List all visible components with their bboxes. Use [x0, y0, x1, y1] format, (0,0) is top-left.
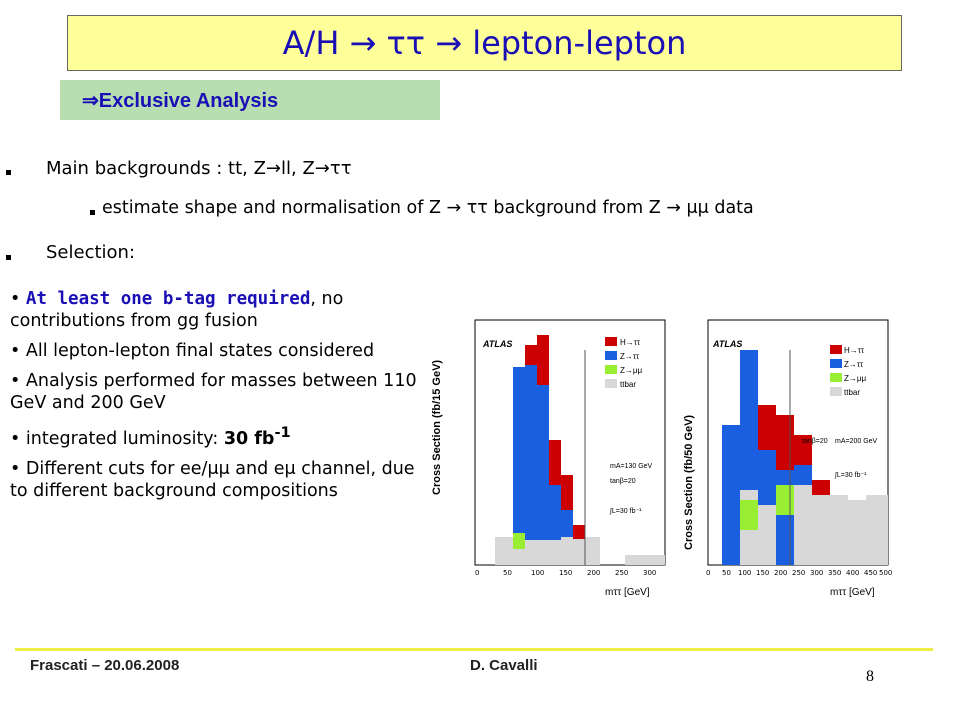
right-xtick: 300 — [810, 569, 824, 577]
footer-location-date: Frascati – 20.06.2008 — [30, 657, 180, 674]
bullet-square-icon — [6, 255, 11, 260]
right-ztautau-bar — [758, 450, 776, 505]
right-xtick: 250 — [792, 569, 806, 577]
left-legend-ztautau-swatch — [605, 351, 617, 360]
left-ztautau-bar — [525, 365, 537, 540]
left-legend-ttbar: ttbar — [620, 380, 637, 389]
estimate-bullet: estimate shape and normalisation of Z → ττ background from Z → μμ data — [102, 198, 754, 218]
right-param-mass: mA=200 GeV — [835, 438, 878, 445]
exclusive-analysis-box — [60, 80, 440, 120]
left-xlabel: mττ [GeV] — [605, 587, 650, 598]
left-ttbar-fill — [495, 537, 600, 565]
right-signal-bar — [812, 480, 830, 495]
right-param-tanbeta: tanβ=20 — [802, 438, 828, 445]
right-ttbar-fill — [758, 505, 776, 565]
right-ttbar-fill — [830, 495, 848, 565]
selection-item-luminosity: • integrated luminosity: 30 $fb^{-1}$ — [10, 424, 291, 449]
right-legend-signal: H→ττ — [844, 346, 865, 355]
right-xtick: 200 — [774, 569, 788, 577]
right-ztautau-bar — [740, 350, 758, 490]
right-xtick: 150 — [756, 569, 770, 577]
right-xtick: 350 — [828, 569, 842, 577]
right-xlabel: mττ [GeV] — [830, 587, 875, 598]
left-xtick: 0 — [475, 569, 480, 577]
right-legend-zmumu-swatch — [830, 373, 842, 382]
left-param-lumi: ∫L=30 fb⁻¹ — [610, 508, 642, 515]
left-signal-bar — [537, 335, 549, 385]
right-xtick: 500 — [879, 569, 893, 577]
final-states-text: All lepton-lepton final states considered — [25, 341, 375, 361]
left-xtick: 100 — [531, 569, 545, 577]
luminosity-value: 30 fb — [223, 428, 275, 449]
left-signal-bar — [549, 440, 561, 485]
selection-list — [10, 288, 430, 510]
left-legend-signal-swatch — [605, 337, 617, 346]
cuts-text: Different cuts for ee/μμ and eμ channel, due to different background compositions — [10, 458, 415, 501]
right-legend-ztautau-swatch — [830, 359, 842, 368]
right-ylabel: Cross Section (fb/50 GeV) — [683, 414, 695, 550]
left-xtick: 300 — [643, 569, 657, 577]
left-signal-bar — [525, 345, 537, 365]
left-legend-zmumu: Z→μμ — [620, 366, 643, 375]
slide-title-text: A/H → ττ → lepton-lepton — [282, 24, 687, 62]
left-signal-bar — [561, 475, 573, 510]
right-xtick: 0 — [706, 569, 711, 577]
right-xtick: 100 — [738, 569, 752, 577]
left-ztautau-bar — [549, 485, 561, 540]
left-ztautau-bar — [537, 385, 549, 540]
left-param-mass: mA=130 GeV — [610, 463, 653, 470]
left-xtick: 50 — [503, 569, 512, 577]
right-xtick: 50 — [722, 569, 731, 577]
left-legend-zmumu-swatch — [605, 365, 617, 374]
right-ttbar-fill — [866, 495, 888, 565]
footer-divider — [15, 648, 933, 651]
right-param-lumi: ∫L=30 fb⁻¹ — [835, 472, 867, 479]
right-xtick: 400 — [846, 569, 860, 577]
right-legend-ttbar: ttbar — [844, 388, 861, 397]
left-plot — [431, 320, 665, 598]
left-xtick: 200 — [587, 569, 601, 577]
masses-text: Analysis performed for masses between 110 GeV and 200 GeV — [10, 371, 417, 413]
right-atlas-label: ATLAS — [713, 339, 743, 349]
slide-title — [67, 15, 902, 71]
right-ztautau-bar — [722, 425, 740, 565]
btag-rest: , no contributions from gg fusion — [10, 289, 344, 331]
right-signal-bar — [776, 415, 794, 470]
luminosity-exponent: -1 — [274, 424, 291, 441]
selection-item-masses: • Analysis performed for masses between 110 GeV and 200 GeV — [10, 371, 417, 413]
left-xtick: 150 — [559, 569, 573, 577]
left-xtick: 250 — [615, 569, 629, 577]
right-ttbar-fill — [812, 495, 830, 565]
left-zmumu-bar — [513, 533, 525, 549]
atlas-histogram-figure — [430, 305, 895, 605]
left-ylabel: Cross Section (fb/15 GeV) — [431, 359, 443, 495]
right-legend-zmumu: Z→μμ — [844, 374, 867, 383]
selection-bullet: Selection: — [46, 242, 136, 263]
page-number: 8 — [866, 668, 874, 685]
right-ztautau-bar — [794, 465, 812, 485]
right-legend-signal-swatch — [830, 345, 842, 354]
left-ztautau-bar — [561, 510, 573, 537]
left-legend-ztautau: Z→ττ — [620, 352, 640, 361]
left-legend-ttbar-swatch — [605, 379, 617, 388]
footer-author: D. Cavalli — [470, 657, 538, 674]
right-ttbar-fill — [848, 500, 866, 565]
left-atlas-label: ATLAS — [483, 339, 513, 349]
left-ztautau-bar — [513, 367, 525, 549]
right-ztautau-bar — [776, 470, 794, 565]
btag-bold: At least one b-tag required — [25, 289, 311, 309]
luminosity-text: integrated luminosity: — [25, 428, 224, 449]
right-legend-ztautau: Z→ττ — [844, 360, 864, 369]
right-ttbar-fill — [794, 485, 812, 565]
bullet-square-icon — [90, 210, 95, 215]
left-legend-signal: H→ττ — [620, 338, 641, 347]
backgrounds-bullet: Main backgrounds : tt, Z→ll, Z→ττ — [46, 158, 352, 179]
left-ttbar-tail — [625, 555, 665, 565]
left-signal-bar — [573, 525, 585, 539]
selection-item-btag: • At least one b-tag required, no contributions from gg fusion — [10, 289, 344, 331]
right-legend-ttbar-swatch — [830, 387, 842, 396]
right-xtick: 450 — [864, 569, 878, 577]
right-signal-bar — [758, 405, 776, 450]
right-zmumu-bar — [740, 500, 758, 530]
right-plot — [683, 320, 892, 598]
left-param-tanbeta: tanβ=20 — [610, 478, 636, 485]
exclusive-analysis-label: ⇒Exclusive Analysis — [82, 89, 279, 112]
right-zmumu-bar — [776, 485, 794, 515]
selection-item-cuts: • Different cuts for ee/μμ and eμ channel, due to different background compositions — [10, 458, 415, 501]
selection-item-final-states: • All lepton-lepton final states considered — [10, 341, 375, 361]
bullet-square-icon — [6, 170, 11, 175]
